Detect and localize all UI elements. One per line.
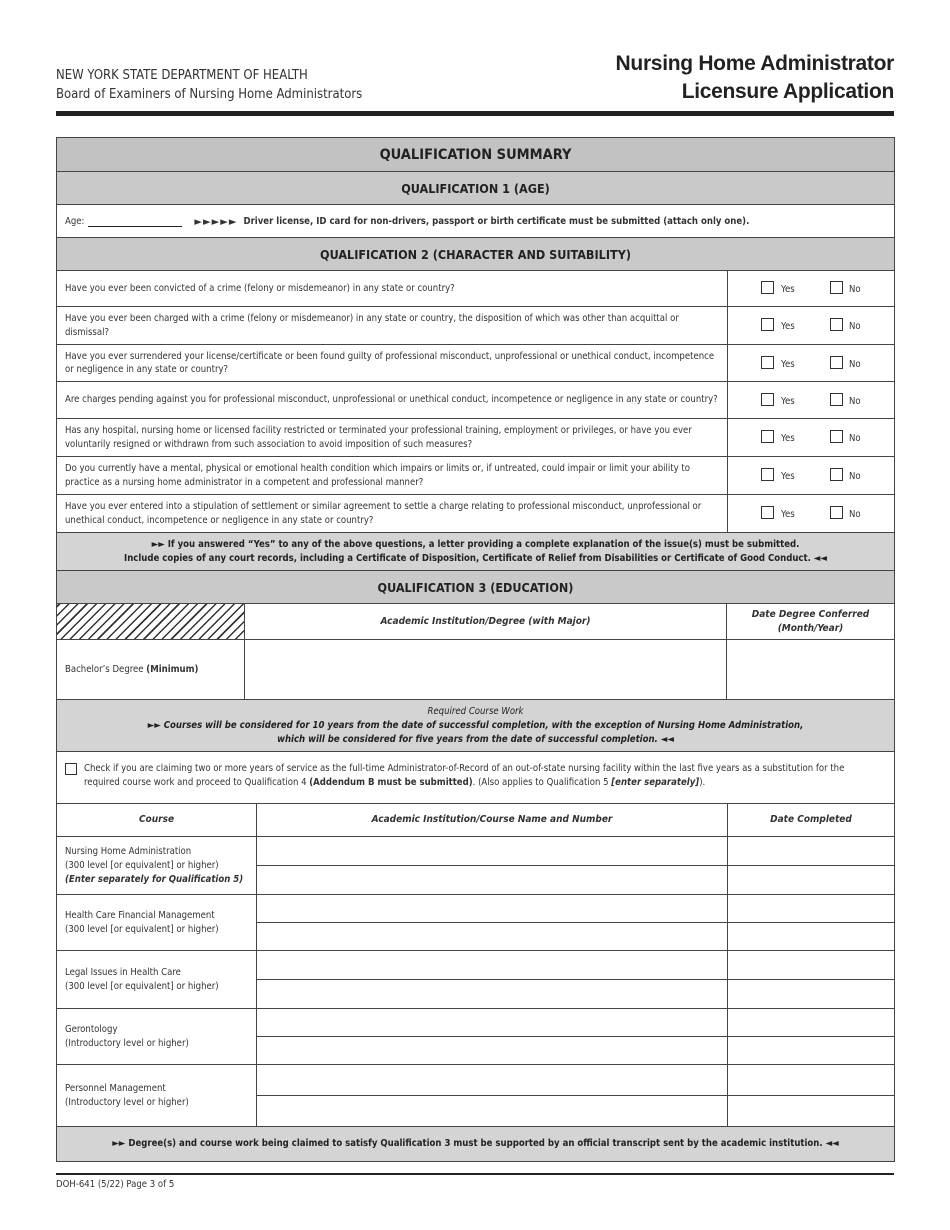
course-level: (Introductory level or higher) [65,1096,189,1108]
course-date-fields [728,951,894,1008]
col-course: Course [57,804,257,836]
form-title-line1: Nursing Home Administrator [615,52,894,75]
bachelor-degree-row [57,640,894,700]
agency-name: NEW YORK STATE DEPARTMENT OF HEALTH [56,68,308,83]
substitution-claim-row [57,752,894,804]
course-date-fields [728,837,894,894]
claim-text-addendum: (Addendum B must be submitted) [309,777,473,788]
claim-text-separately: [enter separately] [611,777,700,788]
course-date-input[interactable] [728,979,894,1008]
course-institution-fields [257,1065,728,1126]
transcript-note: ►► Degree(s) and course work being claimed to satisfy Qualification 3 must be supported by an official transcript sent by the academic institution. ◄◄ [57,1127,894,1161]
yes-checkbox[interactable] [761,430,774,443]
yes-checkbox[interactable] [761,281,774,294]
coursework-line2: which will be considered for five years from the date of successful completion. ◄◄ [277,733,674,745]
course-date-input[interactable] [728,1036,894,1064]
board-name: Board of Examiners of Nursing Home Administrators [56,87,363,102]
course-date-input[interactable] [728,922,894,950]
age-instruction: Driver license, ID card for non-drivers, passport or birth certificate must be submitted (attach only one). [243,215,750,227]
course-institution-input[interactable] [257,865,727,894]
course-institution-fields [257,837,728,894]
age-label: Age: [65,215,85,227]
q2-yes-note [57,533,894,571]
no-checkbox[interactable] [830,281,843,294]
course-institution-input[interactable] [257,1095,727,1126]
question-text: Have you ever entered into a stipulation of settlement or similar agreement to settle a charge relating to professional misconduct, unprofessional or unethical conduct, incompetence or negligence in any state or country? [57,495,728,532]
no-label: No [849,396,861,407]
hatched-cell [57,604,245,639]
no-label: No [849,321,861,332]
page-footer [56,1173,894,1190]
no-label: No [849,471,861,482]
no-checkbox[interactable] [830,506,843,519]
course-name: Personnel Management [65,1082,166,1094]
page-header [56,50,894,118]
course-name: Health Care Financial Management [65,909,215,921]
question-row [57,457,894,495]
no-label: No [849,284,861,295]
question-text: Has any hospital, nursing home or licensed facility restricted or terminated your professional training, employment or privileges, or have you ever voluntarily resigned or withdrawn from such association to avoid imposition of such measures? [57,419,728,456]
yes-label: Yes [781,359,795,370]
course-label [57,951,257,1008]
substitution-checkbox[interactable] [65,763,77,775]
age-input[interactable] [88,215,182,227]
bachelor-min: (Minimum) [146,664,199,675]
yes-checkbox[interactable] [761,468,774,481]
course-label [57,1009,257,1064]
course-row [57,951,894,1009]
col-institution-degree: Academic Institution/Degree (with Major) [245,604,727,639]
course-label [57,895,257,950]
course-institution-input[interactable] [257,951,727,979]
question-text: Have you ever surrendered your license/certificate or been found guilty of professional misconduct, unprofessional or unethical conduct, incompetence or negligence in any state or country? [57,345,728,381]
course-institution-input[interactable] [257,1009,727,1036]
course-date-input[interactable] [728,1065,894,1095]
yes-checkbox[interactable] [761,393,774,406]
form-title-line2: Licensure Application [681,80,894,103]
course-list [57,837,894,1127]
course-date-fields [728,895,894,950]
col-date-conferred-line2: (Month/Year) [777,622,844,634]
qualification-form [56,137,895,1162]
bachelor-institution-field[interactable] [245,640,727,699]
claim-text-part3: ). [699,777,706,788]
course-date-input[interactable] [728,1009,894,1036]
course-label [57,837,257,894]
yes-label: Yes [781,284,795,295]
q2-question-list [57,271,894,533]
question-text: Do you currently have a mental, physical or emotional health condition which impairs or limits or, if untreated, could impair or limit your ability to practice as a nursing home administrator in a competent and professional manner? [57,457,728,494]
question-row [57,271,894,307]
no-checkbox[interactable] [830,468,843,481]
q2-note-line1: ►► If you answered “Yes” to any of the above questions, a letter providing a complete explanation of the issue(s) must be submitted. [151,539,800,550]
q1-title: QUALIFICATION 1 (AGE) [57,172,894,205]
course-row [57,1009,894,1065]
course-date-input[interactable] [728,951,894,979]
no-label: No [849,359,861,370]
course-institution-input[interactable] [257,895,727,922]
no-label: No [849,509,861,520]
question-row [57,495,894,533]
course-institution-fields [257,895,728,950]
course-level: (300 level [or equivalent] or higher) [65,859,219,871]
bachelor-label-text: Bachelor’s Degree [65,664,144,675]
header-divider [56,111,894,116]
course-row [57,837,894,895]
question-row [57,419,894,457]
yes-checkbox[interactable] [761,356,774,369]
yes-no-group [728,457,894,494]
no-checkbox[interactable] [830,430,843,443]
yes-label: Yes [781,321,795,332]
bachelor-label [57,640,245,699]
yes-label: Yes [781,433,795,444]
yes-no-group [728,419,894,456]
age-row [57,205,894,238]
yes-label: Yes [781,509,795,520]
question-text: Have you ever been charged with a crime (felony or misdemeanor) in any state or country, the disposition of which was other than acquittal or dismissal? [57,307,728,344]
course-institution-input[interactable] [257,979,727,1008]
course-institution-fields [257,951,728,1008]
yes-checkbox[interactable] [761,506,774,519]
course-row [57,1065,894,1127]
course-institution-input[interactable] [257,922,727,950]
course-date-input[interactable] [728,865,894,894]
col-institution-course: Academic Institution/Course Name and Number [257,804,728,836]
yes-no-group [728,382,894,418]
course-row [57,895,894,951]
course-name: Nursing Home Administration [65,845,192,857]
claim-text-part2: . (Also applies to Qualification 5 [472,777,612,788]
claim-text-part1: Check if you are claiming two or more years of service as the full-time Administrator-of-Record of an out-of-state nursing facility within the last five years as a substitution for the required course work and proceed to Qualification 4 [84,763,845,788]
coursework-title: Required Course Work [427,705,524,717]
coursework-note [57,700,894,752]
question-text: Have you ever been convicted of a crime (felony or misdemeanor) in any state or country? [57,271,728,306]
bachelor-date-field[interactable] [727,640,894,699]
course-institution-input[interactable] [257,837,727,865]
question-row [57,307,894,345]
q2-title: QUALIFICATION 2 (CHARACTER AND SUITABILITY) [57,238,894,271]
yes-label: Yes [781,471,795,482]
yes-no-group [728,307,894,344]
no-label: No [849,433,861,444]
form-title [616,50,894,106]
col-date-conferred-line1: Date Degree Conferred [751,609,870,620]
yes-no-group [728,271,894,306]
course-level: (Introductory level or higher) [65,1037,189,1049]
course-note: (Enter separately for Qualification 5) [65,873,244,885]
no-checkbox[interactable] [830,356,843,369]
course-level: (300 level [or equivalent] or higher) [65,980,219,992]
q3-title: QUALIFICATION 3 (EDUCATION) [57,571,894,604]
course-date-fields [728,1009,894,1064]
course-level: (300 level [or equivalent] or higher) [65,923,219,935]
no-checkbox[interactable] [830,393,843,406]
course-label [57,1065,257,1126]
course-name: Gerontology [65,1023,118,1035]
degree-table-header [57,604,894,640]
yes-checkbox[interactable] [761,318,774,331]
course-date-input[interactable] [728,1095,894,1126]
form-id: DOH-641 (5/22) Page 3 of 5 [56,1179,175,1190]
arrow-pointers: ►►►►► [194,214,238,228]
course-date-input[interactable] [728,837,894,865]
yes-label: Yes [781,396,795,407]
course-table-header [57,804,894,837]
question-text: Are charges pending against you for professional misconduct, unprofessional or unethical conduct, incompetence or negligence in any state or country? [57,382,728,418]
course-name: Legal Issues in Health Care [65,966,181,978]
question-row [57,345,894,382]
course-date-input[interactable] [728,895,894,922]
no-checkbox[interactable] [830,318,843,331]
yes-no-group [728,495,894,532]
coursework-line1: ►► Courses will be considered for 10 years from the date of successful completion, with the exception of Nursing Home Administration, [147,719,804,731]
col-date-conferred [727,604,894,639]
course-date-fields [728,1065,894,1126]
footer-divider [56,1173,894,1175]
yes-no-group [728,345,894,381]
question-row [57,382,894,419]
section-title: QUALIFICATION SUMMARY [57,138,894,172]
agency-block [56,66,362,104]
q2-note-line2: Include copies of any court records, including a Certificate of Disposition, Certificate of Relief from Disabilities or Certificate of Good Conduct. ◄◄ [124,552,827,564]
course-institution-input[interactable] [257,1065,727,1095]
course-institution-input[interactable] [257,1036,727,1064]
course-institution-fields [257,1009,728,1064]
col-date-completed: Date Completed [770,814,852,826]
substitution-text [84,762,854,790]
